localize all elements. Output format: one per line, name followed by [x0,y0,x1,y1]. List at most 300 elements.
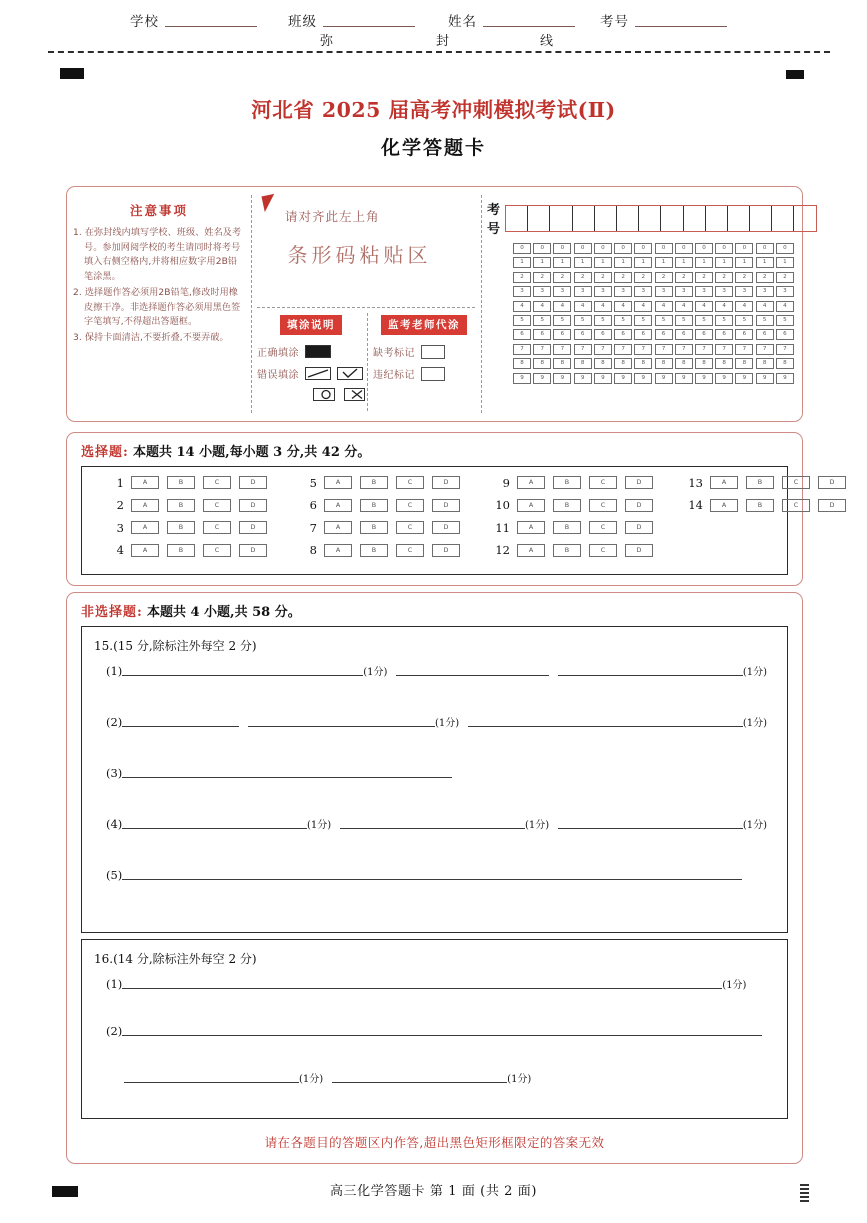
answer-blank-line[interactable] [122,662,363,676]
choice-option-bubble[interactable]: A [324,521,352,534]
exam-id-bubble[interactable]: 3 [574,286,592,297]
answer-part-label: (1) [106,977,123,991]
fill-guide-block [257,313,365,401]
choice-option-bubble[interactable]: D [239,499,267,512]
check-mark-icon [337,367,363,380]
answer-blank-line[interactable] [122,713,239,727]
exam-id-bubble[interactable]: 4 [756,301,774,312]
exam-id-bubble[interactable]: 8 [735,358,753,369]
choice-option-bubble[interactable]: B [553,476,581,489]
choice-row [683,499,854,512]
exam-id-bubble[interactable]: 5 [574,315,592,326]
exam-id-bubble[interactable]: 9 [776,373,794,384]
choice-option-bubble[interactable]: A [517,544,545,557]
exam-id-bubble[interactable]: 1 [614,257,632,268]
exam-id-bubble[interactable]: 5 [553,315,571,326]
exam-id-bubble[interactable]: 1 [634,257,652,268]
exam-id-bubble[interactable]: 0 [675,243,693,254]
exam-id-bubble[interactable]: 0 [553,243,571,254]
choice-question-number: 1 [116,475,124,490]
answer-part-row [82,1069,787,1084]
exam-id-bubble[interactable]: 8 [655,358,673,369]
exam-id-cell[interactable] [772,206,794,231]
proctor-absent-label: 缺考标记 [373,348,415,359]
exam-id-bubble[interactable]: 2 [634,272,652,283]
exam-id-bubble[interactable]: 9 [614,373,632,384]
question-title: 16.(14 分,除标注外每空 2 分) [94,952,257,966]
exam-id-bubble[interactable]: 7 [634,344,652,355]
exam-id-bubble[interactable]: 9 [533,373,551,384]
exam-id-bubble[interactable]: 1 [553,257,571,268]
choice-option-bubble[interactable]: A [324,476,352,489]
exam-id-cell[interactable] [794,206,815,231]
exam-id-bubble[interactable]: 4 [513,301,531,312]
absent-mark-bubble[interactable] [421,345,445,359]
exam-id-bubble[interactable]: 3 [553,286,571,297]
exam-id-bubble[interactable]: 3 [614,286,632,297]
violation-mark-bubble[interactable] [421,367,445,381]
choice-row [104,521,275,534]
exam-id-bubble[interactable]: 6 [695,329,713,340]
choice-option-bubble[interactable]: D [625,476,653,489]
exam-id-bubble[interactable]: 0 [513,243,531,254]
exam-id-bubble[interactable]: 1 [513,257,531,268]
exam-id-bubble-row [513,329,796,340]
seal-label-examno: 考号 [600,14,629,30]
notice-item: 3. 保持卡面清洁,不要折叠,不要弄破。 [73,333,229,344]
exam-id-bubble[interactable]: 5 [695,315,713,326]
choice-option-bubble[interactable]: D [432,521,460,534]
exam-id-bubble[interactable]: 5 [715,315,733,326]
question-box-15[interactable] [81,626,788,933]
exam-id-cell[interactable] [595,206,617,231]
free-response-panel [66,592,803,1164]
exam-id-bubble[interactable]: 2 [553,272,571,283]
exam-id-bubble[interactable]: 7 [553,344,571,355]
answer-part-row [82,1022,787,1037]
exam-id-bubble[interactable]: 3 [634,286,652,297]
exam-id-bubble[interactable]: 1 [776,257,794,268]
choice-option-bubble[interactable]: A [517,521,545,534]
exam-id-bubble[interactable]: 7 [513,344,531,355]
exam-id-bubble[interactable]: 9 [695,373,713,384]
choice-option-bubble[interactable]: D [239,476,267,489]
exam-id-bubble[interactable]: 5 [634,315,652,326]
exam-id-bubble[interactable]: 5 [614,315,632,326]
choice-option-bubble[interactable]: A [131,476,159,489]
exam-id-bubble[interactable]: 1 [735,257,753,268]
exam-id-bubble[interactable]: 2 [776,272,794,283]
exam-id-bubble[interactable]: 3 [715,286,733,297]
exam-id-write-boxes[interactable] [505,205,817,232]
choice-answer-box [81,466,835,575]
exam-id-bubble[interactable]: 7 [695,344,713,355]
answer-blank-line[interactable] [248,713,435,727]
free-section-lead: 非选择题: [81,605,143,620]
exam-id-bubble[interactable]: 2 [574,272,592,283]
exam-id-bubble[interactable]: 4 [553,301,571,312]
exam-id-bubble[interactable]: 2 [655,272,673,283]
choice-option-bubble[interactable]: C [396,499,424,512]
choice-row [683,476,854,489]
exam-id-bubble[interactable]: 9 [735,373,753,384]
exam-id-bubble[interactable]: 4 [533,301,551,312]
choice-option-bubble[interactable]: C [203,499,231,512]
exam-id-bubble-row [513,243,796,254]
exam-id-bubble[interactable]: 4 [655,301,673,312]
exam-id-bubble[interactable]: 9 [513,373,531,384]
exam-id-bubble[interactable]: 5 [655,315,673,326]
exam-id-bubble-row [513,257,796,268]
answer-point-note: (1分) [507,1074,532,1085]
exam-id-bubble[interactable]: 7 [675,344,693,355]
exam-id-bubble[interactable]: 8 [776,358,794,369]
exam-id-bubble[interactable]: 9 [574,373,592,384]
choice-option-bubble[interactable]: D [432,544,460,557]
exam-id-bubble[interactable]: 8 [553,358,571,369]
exam-id-bubble[interactable]: 6 [675,329,693,340]
exam-id-bubble[interactable]: 2 [756,272,774,283]
exam-id-cell[interactable] [528,206,550,231]
exam-id-bubble[interactable]: 6 [634,329,652,340]
answer-part-row [82,764,787,779]
exam-id-cell[interactable] [661,206,683,231]
exam-id-bubble[interactable]: 4 [776,301,794,312]
answer-part-row [82,815,787,830]
exam-id-bubble[interactable]: 4 [574,301,592,312]
exam-id-bubble[interactable]: 5 [675,315,693,326]
exam-id-bubble[interactable]: 5 [756,315,774,326]
answer-part-row [82,975,787,990]
choice-option-bubble[interactable]: D [625,521,653,534]
proctor-violation-row [373,366,475,381]
choice-option-bubble[interactable]: D [818,476,846,489]
answer-part-label: (5) [106,868,123,882]
exam-id-bubble[interactable]: 0 [574,243,592,254]
choice-column [661,476,854,574]
exam-id-bubble[interactable]: 9 [655,373,673,384]
exam-id-bubble[interactable]: 1 [594,257,612,268]
exam-id-bubble[interactable]: 9 [553,373,571,384]
exam-id-bubble[interactable]: 6 [776,329,794,340]
proctor-violation-label: 违纪标记 [373,370,415,381]
answer-blank-line[interactable] [122,1022,762,1036]
choice-question-number: 9 [502,475,510,490]
choice-question-number: 12 [495,543,510,557]
choice-option-bubble[interactable]: A [324,499,352,512]
exam-id-bubble[interactable]: 8 [574,358,592,369]
exam-id-bubble[interactable]: 5 [594,315,612,326]
exam-id-bubble[interactable]: 7 [533,344,551,355]
choice-option-bubble[interactable]: B [360,521,388,534]
choice-option-bubble[interactable]: D [432,476,460,489]
exam-id-bubble[interactable]: 1 [756,257,774,268]
exam-id-bubble[interactable]: 7 [655,344,673,355]
answer-blank-line[interactable] [122,764,452,778]
exam-id-bubble[interactable]: 7 [594,344,612,355]
exam-id-bubble[interactable]: 0 [735,243,753,254]
choice-column [275,476,468,574]
exam-id-bubble[interactable]: 8 [715,358,733,369]
choice-option-bubble[interactable]: A [131,499,159,512]
choice-option-bubble[interactable]: C [203,544,231,557]
exam-id-bubble[interactable]: 2 [735,272,753,283]
exam-id-cell[interactable] [750,206,772,231]
choice-question-number: 13 [688,475,703,490]
exam-id-bubble[interactable]: 8 [614,358,632,369]
exam-id-bubble-row [513,373,796,384]
exam-id-label: 考号 [487,203,502,237]
choice-option-bubble[interactable]: C [589,499,617,512]
exam-id-cell[interactable] [728,206,750,231]
choice-option-bubble[interactable]: B [167,476,195,489]
question-box-16[interactable] [81,939,788,1119]
choice-section-panel [66,432,835,586]
exam-id-bubble-grid[interactable] [487,243,796,384]
exam-id-bubble[interactable]: 6 [715,329,733,340]
exam-id-bubble[interactable]: 8 [513,358,531,369]
choice-section-lead: 选择题: [81,445,129,460]
choice-question-number: 4 [116,543,124,557]
choice-row [490,544,661,557]
exam-id-bubble[interactable]: 6 [574,329,592,340]
choice-option-bubble[interactable]: D [239,521,267,534]
answer-blank-line[interactable] [122,815,307,829]
notice-title: 注意事项 [129,203,188,218]
exam-id-bubble[interactable]: 6 [735,329,753,340]
choice-question-number: 7 [309,520,317,535]
exam-id-bubble[interactable]: 1 [695,257,713,268]
exam-id-bubble[interactable]: 2 [614,272,632,283]
exam-id-bubble[interactable]: 6 [655,329,673,340]
exam-id-bubble[interactable]: 4 [614,301,632,312]
answer-part-label: (1) [106,664,123,678]
exam-id-bubble[interactable]: 3 [695,286,713,297]
exam-id-cell[interactable] [550,206,572,231]
choice-option-bubble[interactable]: B [746,499,774,512]
choice-section-heading [81,441,802,460]
exam-id-bubble[interactable]: 2 [533,272,551,283]
choice-option-bubble[interactable]: B [553,499,581,512]
registration-mark-top-right [786,70,804,79]
choice-option-bubble[interactable]: A [131,521,159,534]
exam-id-bubble[interactable]: 3 [655,286,673,297]
exam-id-bubble[interactable]: 4 [735,301,753,312]
exam-id-bubble[interactable]: 5 [776,315,794,326]
exam-id-bubble[interactable]: 6 [553,329,571,340]
registration-mark-top-left [60,68,84,79]
answer-blank-line[interactable] [396,662,549,676]
choice-option-bubble[interactable]: B [167,521,195,534]
free-section-heading [81,601,802,620]
exam-id-bubble[interactable]: 1 [715,257,733,268]
exam-id-bubble[interactable]: 0 [715,243,733,254]
exam-id-bubble[interactable]: 7 [614,344,632,355]
seal-rule-examno [635,26,727,27]
choice-option-bubble[interactable]: B [746,476,774,489]
exam-id-bubble[interactable]: 1 [675,257,693,268]
choice-option-bubble[interactable]: C [396,544,424,557]
answer-part-label: (2) [106,1024,123,1038]
choice-option-bubble[interactable]: A [517,476,545,489]
barcode-paste-zone[interactable] [257,193,462,305]
exam-id-bubble[interactable]: 5 [533,315,551,326]
exam-id-bubble[interactable]: 4 [715,301,733,312]
exam-id-bubble[interactable]: 9 [756,373,774,384]
choice-option-bubble[interactable]: B [360,499,388,512]
exam-id-bubble[interactable]: 9 [715,373,733,384]
exam-id-bubble[interactable]: 2 [715,272,733,283]
exam-id-bubble[interactable]: 7 [574,344,592,355]
choice-row [297,499,468,512]
exam-id-bubble[interactable]: 2 [695,272,713,283]
exam-id-bubble[interactable]: 0 [756,243,774,254]
answer-part-label: (3) [106,766,123,780]
choice-option-bubble[interactable]: D [432,499,460,512]
exam-id-cell[interactable] [573,206,595,231]
choice-column [468,476,661,574]
exam-id-bubble[interactable]: 8 [695,358,713,369]
choice-row [490,476,661,489]
barcode-align-hint: 请对齐此左上角 [285,209,380,224]
exam-id-bubble[interactable]: 8 [675,358,693,369]
exam-id-bubble-row [513,344,796,355]
exam-id-bubble[interactable]: 1 [655,257,673,268]
exam-id-bubble[interactable]: 0 [614,243,632,254]
choice-option-bubble[interactable]: D [239,544,267,557]
choice-option-bubble[interactable]: A [324,544,352,557]
exam-id-bubble[interactable]: 6 [614,329,632,340]
exam-id-bubble[interactable]: 0 [634,243,652,254]
exam-id-bubble[interactable]: 9 [594,373,612,384]
choice-option-bubble[interactable]: B [360,544,388,557]
choice-option-bubble[interactable]: D [625,544,653,557]
exam-id-bubble[interactable]: 1 [574,257,592,268]
choice-option-bubble[interactable]: B [167,499,195,512]
exam-id-bubble[interactable]: 0 [695,243,713,254]
exam-id-bubble[interactable]: 1 [533,257,551,268]
exam-id-bubble[interactable]: 4 [695,301,713,312]
info-divider-1 [251,195,252,413]
choice-option-bubble[interactable]: C [589,476,617,489]
exam-id-bubble[interactable]: 2 [594,272,612,283]
answer-blank-line[interactable] [558,815,743,829]
answer-area-warning: 请在各题目的答题区内作答,超出黑色矩形框限定的答案无效 [264,1135,605,1150]
answer-blank-line[interactable] [122,975,722,989]
exam-id-bubble[interactable]: 8 [533,358,551,369]
choice-option-bubble[interactable]: A [517,499,545,512]
exam-id-cell[interactable] [617,206,639,231]
exam-id-bubble[interactable]: 4 [594,301,612,312]
choice-option-bubble[interactable]: C [589,544,617,557]
filled-bar-icon [305,345,331,358]
fill-guide-header [257,313,365,335]
choice-grid [82,467,835,574]
exam-id-bubble[interactable]: 0 [533,243,551,254]
sheet-title: 化学答题卡 [380,137,486,159]
choice-option-bubble[interactable]: C [396,476,424,489]
exam-id-bubble[interactable]: 7 [715,344,733,355]
choice-option-bubble[interactable]: A [710,499,738,512]
answer-blank-line[interactable] [468,713,743,727]
exam-id-bubble[interactable]: 7 [735,344,753,355]
exam-id-bubble[interactable]: 5 [513,315,531,326]
exam-id-bubble[interactable]: 6 [594,329,612,340]
exam-id-bubble[interactable]: 3 [756,286,774,297]
answer-point-note: (1分) [435,718,460,729]
answer-blank-line[interactable] [332,1069,507,1083]
choice-option-bubble[interactable]: C [396,521,424,534]
answer-part-label: (4) [106,817,123,831]
exam-id-bubble[interactable]: 8 [756,358,774,369]
choice-option-bubble[interactable]: C [203,476,231,489]
exam-id-bubble[interactable]: 3 [594,286,612,297]
answer-blank-line[interactable] [122,866,742,880]
exam-id-bubble[interactable]: 7 [776,344,794,355]
exam-id-bubble[interactable]: 0 [594,243,612,254]
answer-blank-line[interactable] [340,815,525,829]
exam-id-bubble[interactable]: 0 [776,243,794,254]
choice-option-bubble[interactable]: D [625,499,653,512]
exam-id-bubble-row [513,272,796,283]
choice-row [297,476,468,489]
seal-word-2: 封 [436,34,450,49]
exam-id-bubble[interactable]: 6 [513,329,531,340]
exam-id-bubble[interactable]: 2 [513,272,531,283]
exam-id-cell[interactable] [506,206,528,231]
choice-option-bubble[interactable]: B [360,476,388,489]
exam-id-cell[interactable] [706,206,728,231]
choice-option-bubble[interactable]: B [167,544,195,557]
exam-id-bubble[interactable]: 3 [513,286,531,297]
exam-id-bubble[interactable]: 4 [675,301,693,312]
exam-id-bubble[interactable]: 7 [756,344,774,355]
exam-id-bubble[interactable]: 9 [634,373,652,384]
answer-point-note: (1分) [742,820,768,831]
exam-id-bubble[interactable]: 8 [594,358,612,369]
choice-option-bubble[interactable]: B [553,521,581,534]
choice-option-bubble[interactable]: C [782,476,810,489]
choice-option-bubble[interactable]: C [782,499,810,512]
choice-option-bubble[interactable]: C [203,521,231,534]
exam-id-bubble[interactable]: 6 [756,329,774,340]
answer-blank-line[interactable] [558,662,743,676]
fill-guide-correct-row [257,344,365,359]
exam-id-bubble[interactable]: 6 [533,329,551,340]
choice-option-bubble[interactable]: D [818,499,846,512]
exam-id-bubble[interactable]: 3 [675,286,693,297]
answer-blank-line[interactable] [124,1069,299,1083]
exam-id-bubble[interactable]: 2 [675,272,693,283]
exam-id-bubble[interactable]: 4 [634,301,652,312]
choice-option-bubble[interactable]: C [589,521,617,534]
circle-mark-icon [313,388,335,401]
choice-option-bubble[interactable]: A [710,476,738,489]
exam-id-bubble[interactable]: 9 [675,373,693,384]
exam-id-bubble[interactable]: 3 [776,286,794,297]
choice-column [82,476,275,574]
choice-option-bubble[interactable]: A [131,544,159,557]
answer-point-note: (1分) [742,718,767,729]
exam-id-cell[interactable] [639,206,661,231]
exam-id-bubble[interactable]: 5 [735,315,753,326]
exam-id-bubble[interactable]: 0 [655,243,673,254]
exam-id-bubble[interactable]: 3 [735,286,753,297]
exam-id-bubble[interactable]: 3 [533,286,551,297]
choice-option-bubble[interactable]: B [553,544,581,557]
exam-id-cell[interactable] [684,206,706,231]
exam-id-bubble[interactable]: 8 [634,358,652,369]
